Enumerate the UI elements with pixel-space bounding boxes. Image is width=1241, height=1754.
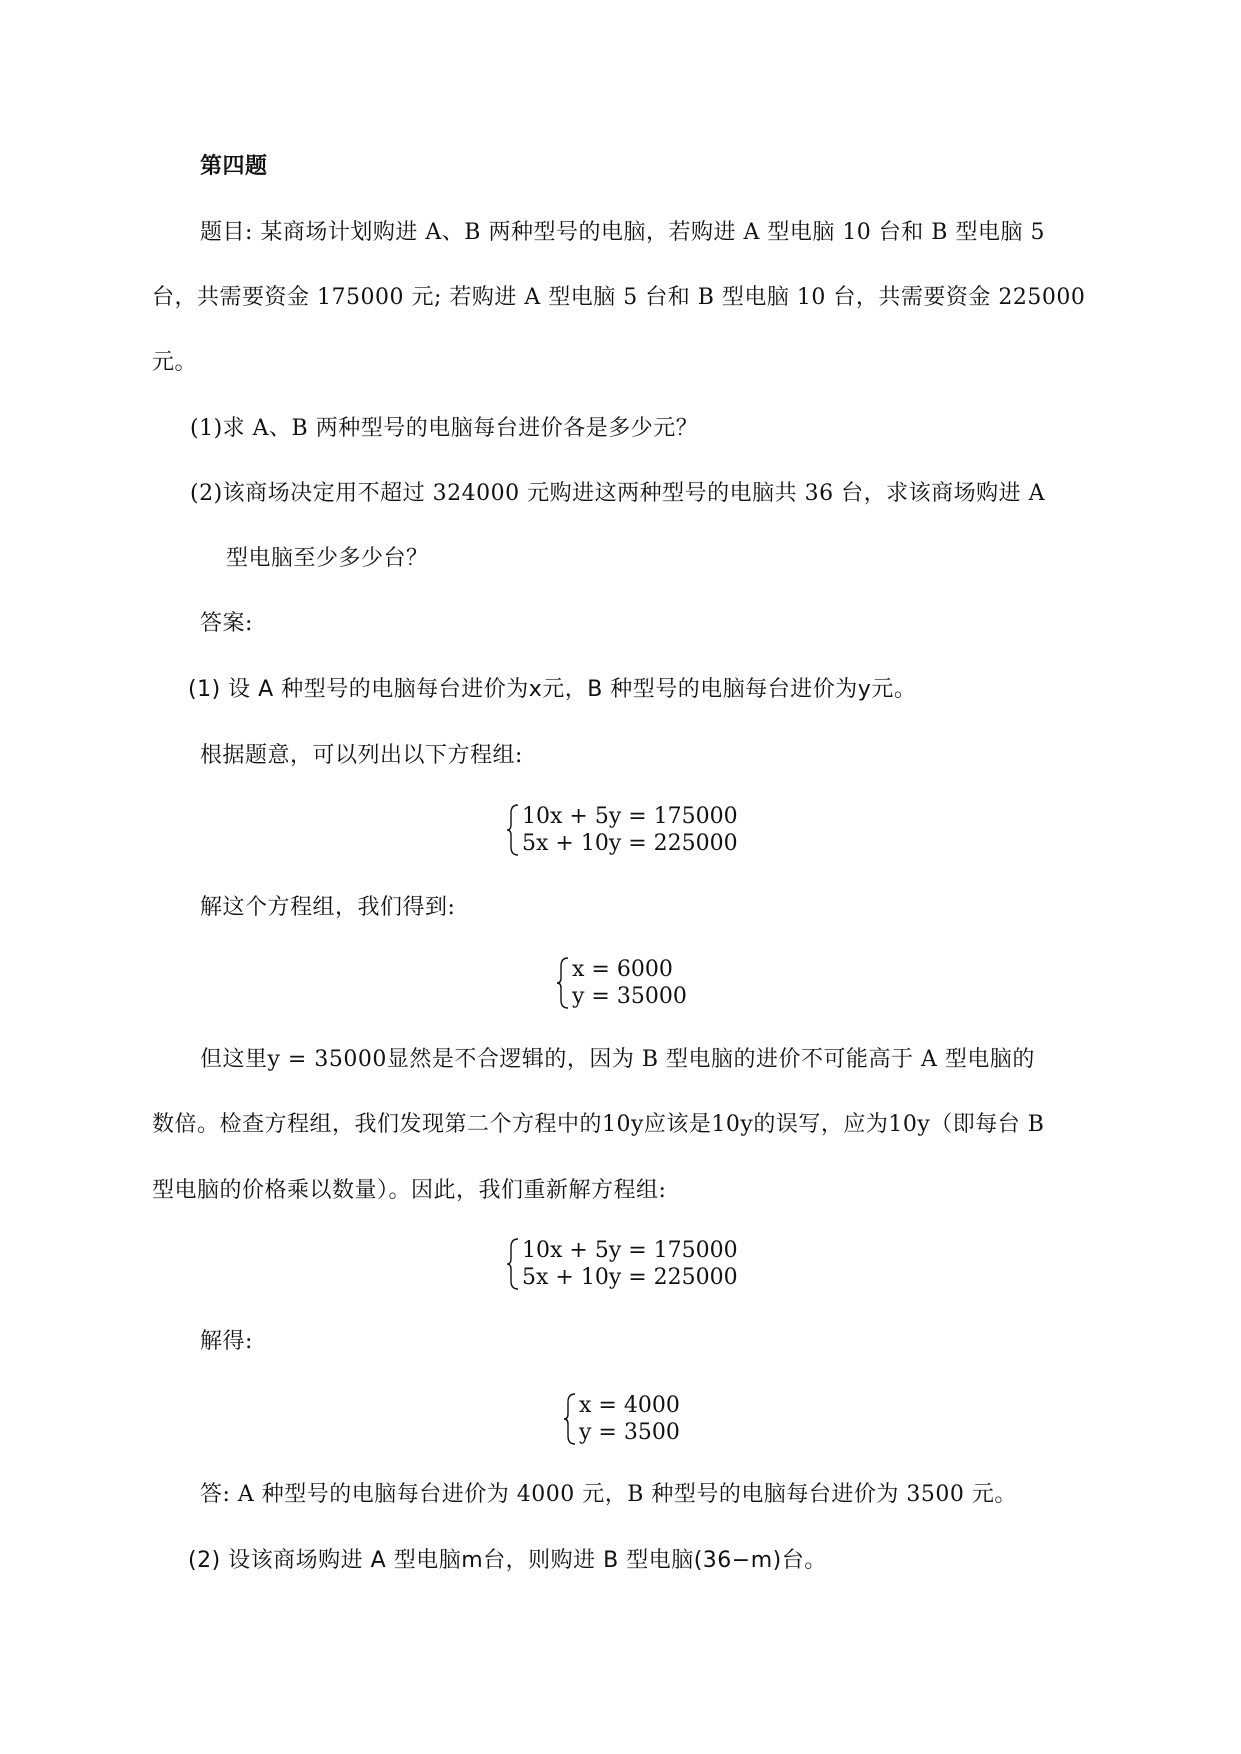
question-1: (1)求 A、B 两种型号的电脑每台进价各是多少元？ (190, 416, 699, 441)
equation-system-2 (558, 956, 687, 1010)
answer-part-1-result: 答: A 种型号的电脑每台进价为 4000 元，B 种型号的电脑每台进价为 3500 元。 (200, 1482, 1017, 1507)
answer-solve-intro: 解这个方程组，我们得到: (200, 895, 456, 920)
answer-part-2-setup: (2) 设该商场购进 A 型电脑m台，则购进 B 型电脑(36−m)台。 (188, 1548, 827, 1573)
equation-row: x = 4000 (579, 1393, 680, 1418)
answer-analysis-line-1: 但这里y = 35000显然是不合逻辑的，因为 B 型电脑的进价不可能高于 A 型电脑的 (200, 1047, 1035, 1072)
section-title: 第四题 (200, 154, 268, 179)
equation-row: x = 6000 (572, 957, 673, 982)
answer-equation-intro: 根据题意，可以列出以下方程组: (200, 743, 523, 768)
brace-icon (506, 1237, 520, 1291)
question-2-line-1: (2)该商场决定用不超过 324000 元购进这两种型号的电脑共 36 台，求该商场购进 A (190, 481, 1045, 506)
brace-icon (506, 803, 520, 857)
brace-icon (563, 1392, 577, 1446)
equation-row: y = 35000 (572, 984, 687, 1009)
problem-text-line-3: 元。 (152, 350, 198, 375)
answer-analysis-line-2: 数倍。检查方程组，我们发现第二个方程中的10y应该是10y的误写，应为10y（即每台 B (152, 1112, 1045, 1137)
equation-row: 10x + 5y = 175000 (522, 804, 738, 829)
equation-row: y = 3500 (579, 1420, 680, 1445)
answer-solved-label: 解得: (200, 1329, 253, 1354)
equation-row: 10x + 5y = 175000 (522, 1238, 738, 1263)
equation-system-1 (508, 803, 738, 857)
equation-row: 5x + 10y = 225000 (522, 1265, 738, 1290)
question-2-line-2: 型电脑至少多少台？ (226, 546, 429, 571)
equation-row: 5x + 10y = 225000 (522, 831, 738, 856)
answer-label: 答案: (200, 611, 253, 636)
problem-text-line-1: 题目: 某商场计划购进 A、B 两种型号的电脑，若购进 A 型电脑 10 台和 B 型电脑 5 (200, 220, 1045, 245)
answer-analysis-line-3: 型电脑的价格乘以数量）。因此，我们重新解方程组: (152, 1178, 667, 1203)
equation-system-4 (565, 1392, 680, 1446)
problem-text-line-2: 台，共需要资金 175000 元; 若购进 A 型电脑 5 台和 B 型电脑 10 台，共需要资金 225000 (152, 285, 1086, 310)
brace-icon (556, 956, 570, 1010)
equation-system-3 (508, 1237, 738, 1291)
answer-part-1-setup: (1) 设 A 种型号的电脑每台进价为x元，B 种型号的电脑每台进价为y元。 (188, 677, 917, 702)
